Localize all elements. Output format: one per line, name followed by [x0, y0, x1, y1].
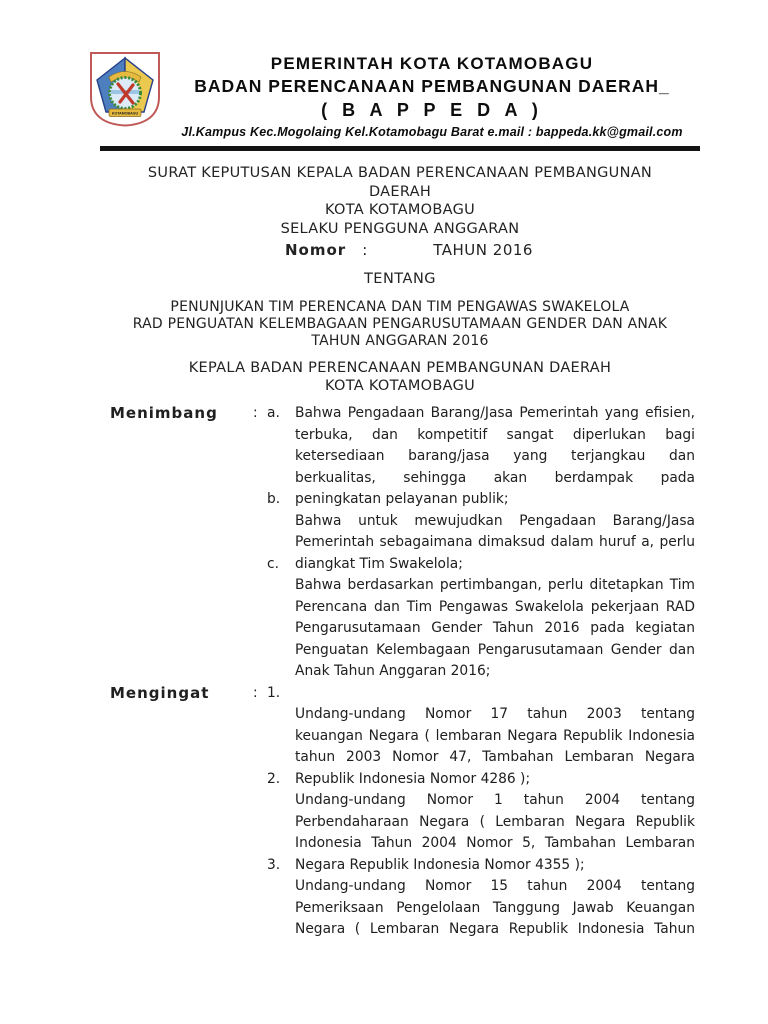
line-text: Pengarusutamaan Gender Tahun 2016 pada kegiatan: [295, 620, 695, 636]
line-text: Republik Indonesia Nomor 4286 );: [295, 770, 531, 787]
decree-subject-line: PENUNJUKAN TIM PERENCANA DAN TIM PENGAWAS SWAKELOLA: [170, 299, 630, 315]
section-lines: [267, 683, 695, 941]
line-text: Perencana dan Tim Pengawas Swakelola pekerjaan RAD: [295, 598, 695, 615]
line-marker: 2.: [267, 770, 281, 787]
document-line: [267, 511, 695, 533]
letterhead-gov-name: PEMERINTAH KOTA KOTAMOBAGU: [270, 54, 594, 73]
line-text: Perbendaharaan Negara ( Lembaran Negara Republik: [295, 813, 695, 830]
document-line: [267, 898, 695, 920]
line-text: diangkat Tim Swakelola;: [295, 555, 463, 572]
section-colon: :: [253, 684, 258, 701]
letterhead-divider: [100, 146, 700, 151]
decree-subject-line: RAD PENGUATAN KELEMBAGAAN PENGARUSUTAMAAN GENDER DAN ANAK: [132, 316, 668, 332]
line-text: Pemerintah sebagaimana dimaksud dalam huruf a, perlu: [295, 534, 695, 550]
line-text: keuangan Negara ( lembaran Negara Republik Indonesia: [295, 727, 695, 744]
line-marker: [267, 661, 295, 683]
line-text: Bahwa untuk mewujudkan Pengadaan Barang/Jasa: [295, 512, 695, 529]
nomor-colon: :: [362, 241, 368, 259]
line-marker: [267, 812, 295, 834]
line-marker: [267, 468, 295, 490]
decree-title-line: DAERAH: [368, 183, 432, 200]
document-line: [267, 726, 695, 748]
line-marker: [267, 511, 295, 533]
letterhead-address: Jl.Kampus Kec.Mogolaing Kel.Kotamobagu Barat e.mail : bappeda.kk@gmail.com: [181, 125, 683, 139]
document-line: [267, 812, 695, 834]
line-text: ketersediaan barang/jasa yang terjangkau dan: [295, 448, 695, 464]
section-label: Menimbang: [110, 404, 218, 422]
line-text: Negara ( Lembaran Negara Republik Indonesia Tahun: [295, 921, 695, 937]
line-text: Indonesia Tahun 2004 Nomor 5, Tambahan Lembaran: [295, 835, 695, 851]
line-marker: [267, 597, 295, 619]
letterhead-agency-abbr: ( B A P P E D A ): [321, 100, 543, 120]
section-label: Mengingat: [110, 683, 210, 702]
nomor-value: TAHUN 2016: [433, 241, 533, 259]
decree-section: [110, 683, 695, 941]
line-marker: [267, 833, 295, 855]
nomor-label: Nomor: [285, 241, 347, 259]
decree-issuer-line: KEPALA BADAN PERENCANAAN PEMBANGUNAN DAERAH: [188, 360, 612, 376]
decree-number-row: [285, 241, 533, 259]
document-line: [267, 876, 695, 898]
line-marker: [267, 618, 295, 640]
section-colon: :: [253, 405, 258, 421]
document-line: [267, 704, 695, 726]
line-text: Pemeriksaan Pengelolaan Tanggung Jawab Keuangan: [295, 899, 695, 916]
document-line: [267, 683, 695, 705]
line-text: Penguatan Kelembagaan Pengarusutamaan Gender dan: [295, 641, 695, 658]
line-text: terbuka, dan kompetitif sangat diperlukan bagi: [295, 426, 695, 443]
document-line: [267, 661, 695, 683]
line-marker: [267, 876, 295, 898]
line-text: Undang-undang Nomor 17 tahun 2003 tentang: [295, 706, 695, 722]
document-line: [267, 747, 695, 769]
line-text: Undang-undang Nomor 15 tahun 2004 tentang: [295, 878, 695, 894]
line-marker: 1.: [267, 684, 281, 701]
document-line: [267, 790, 695, 812]
line-text: [295, 683, 695, 705]
line-text: Undang-undang Nomor 1 tahun 2004 tentang: [295, 792, 695, 808]
decree-section: [110, 403, 695, 683]
decree-subject: [100, 299, 700, 350]
letterhead-agency-name: BADAN PERENCANAAN PEMBANGUNAN DAERAH_: [194, 76, 670, 96]
decree-title-line: KOTA KOTAMOBAGU: [324, 202, 476, 218]
document-line: [267, 489, 695, 511]
decree-title-line: SURAT KEPUTUSAN KEPALA BADAN PERENCANAAN PEMBANGUNAN: [147, 165, 653, 181]
line-marker: [267, 425, 295, 447]
section-lines: [267, 403, 695, 683]
decree-issuer-line: KOTA KOTAMOBAGU: [324, 377, 476, 394]
line-marker: [267, 898, 295, 920]
body-sections: [110, 403, 695, 941]
line-marker: a.: [267, 405, 280, 421]
line-marker: [267, 726, 295, 748]
line-text: Negara Republik Indonesia Nomor 4355 );: [295, 856, 585, 873]
line-text: Bahwa Pengadaan Barang/Jasa Pemerintah yang efisien,: [295, 405, 695, 421]
document-line: [267, 833, 695, 855]
line-marker: [267, 575, 295, 597]
document-line: [267, 532, 695, 554]
document-line: [267, 554, 695, 576]
line-marker: c.: [267, 555, 279, 572]
line-text: peningkatan pelayanan publik;: [295, 491, 509, 507]
kotamobagu-seal-icon: [88, 50, 162, 128]
line-marker: [267, 704, 295, 726]
line-marker: [267, 747, 295, 769]
document-line: [267, 855, 695, 877]
decree-title: [100, 164, 700, 238]
line-marker: [267, 790, 295, 812]
document-line: [267, 468, 695, 490]
document-line: [267, 403, 695, 425]
line-marker: [267, 446, 295, 468]
document-line: [267, 769, 695, 791]
decree-issuer: [100, 360, 700, 395]
decree-subject-line: TAHUN ANGGARAN 2016: [311, 333, 489, 349]
document-line: [267, 425, 695, 447]
line-text: berkualitas, sehingga akan berdampak pada: [295, 469, 695, 486]
document-line: [267, 618, 695, 640]
decree-title-line: SELAKU PENGGUNA ANGGARAN: [280, 220, 520, 237]
line-text: tahun 2003 Nomor 47, Tambahan Lembaran Negara: [295, 749, 695, 765]
document-line: [267, 446, 695, 468]
line-marker: [267, 919, 295, 941]
line-marker: b.: [267, 491, 281, 507]
document-line: [267, 640, 695, 662]
line-text: Anak Tahun Anggaran 2016;: [295, 663, 491, 679]
document-line: [267, 575, 695, 597]
line-marker: 3.: [267, 856, 281, 873]
line-marker: [267, 640, 295, 662]
document-line: [267, 919, 695, 941]
tentang-heading: TENTANG: [363, 271, 437, 287]
document-line: [267, 597, 695, 619]
letterhead: [158, 52, 706, 142]
line-text: Bahwa berdasarkan pertimbangan, perlu ditetapkan Tim: [295, 577, 695, 593]
line-marker: [267, 532, 295, 554]
seal-ribbon-text: KOTAMOBAGU: [111, 111, 139, 116]
